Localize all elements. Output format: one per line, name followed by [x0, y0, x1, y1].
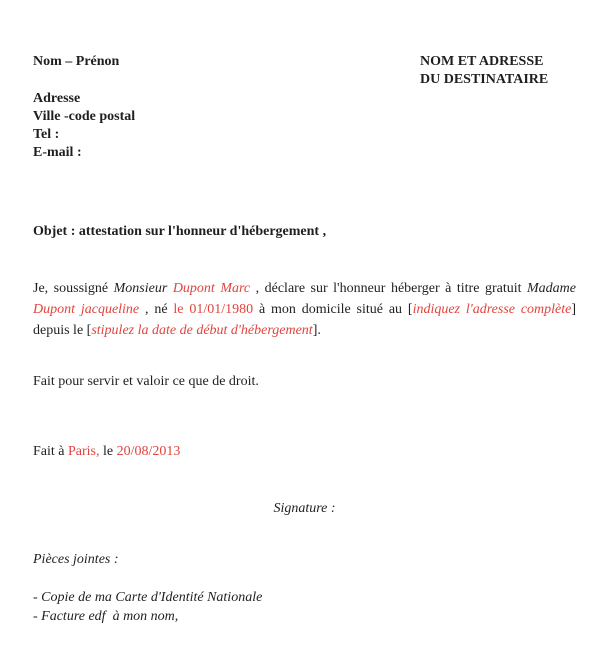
text-segment: indiquez l'adresse complète	[412, 302, 572, 317]
attachments-list	[33, 588, 262, 626]
text-segment: à mon domicile situé au [	[253, 302, 413, 317]
sender-address-line: E-mail :	[33, 145, 82, 160]
text-segment: Paris,	[68, 444, 100, 459]
text-segment: Dupont jacqueline	[33, 302, 140, 317]
text-segment: , déclare sur l'honneur héberger à titre gratuit	[250, 281, 527, 296]
date-place-line	[33, 443, 180, 461]
text-segment: ] depuis le [	[33, 302, 577, 338]
attachments-title: Pièces jointes :	[33, 552, 119, 567]
text-segment: stipulez la date de début d'hébergement	[91, 323, 313, 338]
recipient-line: NOM ET ADRESSE	[420, 54, 544, 69]
body-paragraph	[33, 278, 576, 341]
text-segment: Dupont Marc	[172, 281, 251, 296]
signature-label: Signature :	[273, 501, 336, 516]
text-segment: ].	[312, 323, 321, 338]
sender-name-label: Nom – Prénon	[33, 54, 120, 69]
text-segment: Fait à	[33, 444, 68, 459]
sender-address-line: Adresse	[33, 91, 81, 106]
text-segment: , né	[139, 302, 174, 317]
attachment-item: - Copie de ma Carte d'Identité Nationale	[33, 590, 263, 605]
recipient-line: DU DESTINATAIRE	[420, 72, 549, 87]
sender-address-line: Tel :	[33, 127, 60, 142]
sender-address-line: Ville -code postal	[33, 109, 136, 124]
text-segment: 20/08/2013	[116, 444, 181, 459]
text-segment: Monsieur	[113, 281, 168, 296]
closing-line: Fait pour servir et valoir ce que de droit.	[33, 374, 259, 389]
text-segment: le	[99, 444, 117, 459]
sender-address-block	[33, 90, 135, 162]
subject-line: Objet : attestation sur l'honneur d'hébergement ,	[33, 224, 327, 239]
recipient-block	[420, 53, 548, 89]
text-segment: le 01/01/1980	[173, 302, 254, 317]
attachment-item: - Facture edf à mon nom,	[33, 609, 179, 624]
text-segment: Madame	[527, 281, 576, 296]
text-segment: Je, soussigné	[33, 281, 114, 296]
